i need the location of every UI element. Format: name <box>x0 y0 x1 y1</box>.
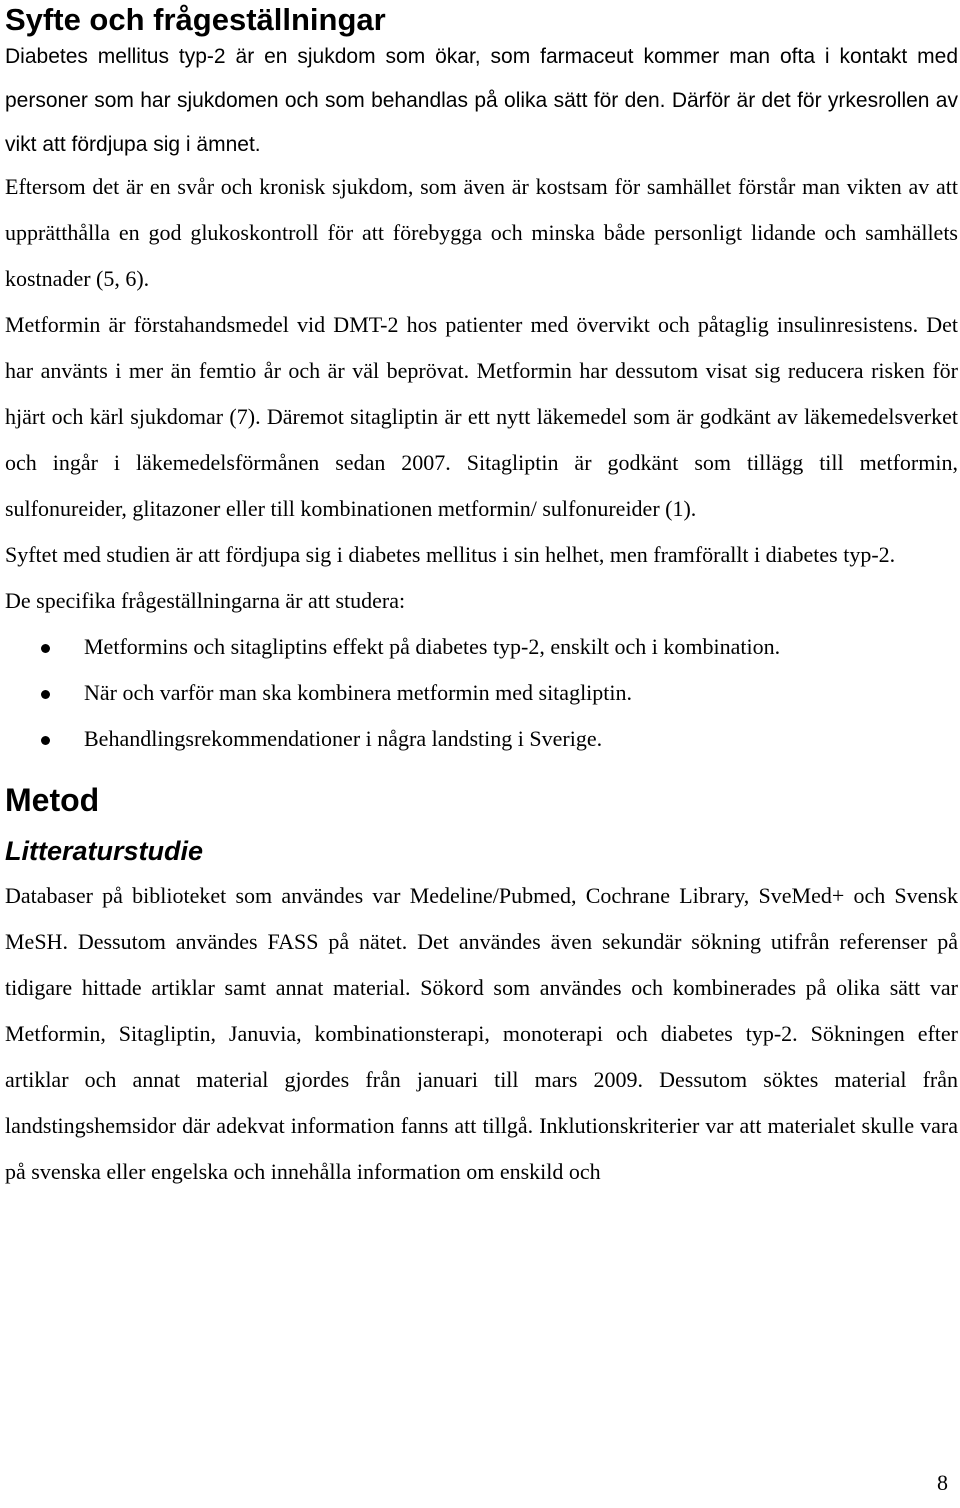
bullet-dot-icon <box>41 736 50 745</box>
list-item-text: När och varför man ska kombinera metformin med sitagliptin. <box>84 680 633 705</box>
list-item-text: Metformins och sitagliptins effekt på diabetes typ-2, enskilt och i kombination. <box>84 634 781 659</box>
section-heading-syfte: Syfte och frågeställningar <box>5 2 386 37</box>
bullet-dot-icon <box>41 690 50 699</box>
bullet-dot-icon <box>41 644 50 653</box>
method-paragraph: Databaser på biblioteket som användes var Medeline/Pubmed, Cochrane Library, SveMed+ och Svensk MeSH. Dessutom användes FASS på nätet. Det användes även sekundär sökning utifrån referenser på tidigare hittade artiklar samt annat material. Sökord som användes och kombinerades på olika sätt var Metformin, Sitagliptin, Januvia, kombinationsterapi, monoterapi och diabetes typ-2. Sökningen efter artiklar och annat material gjordes från januari till mars 2009. Dessutom söktes material från landstingshemsidor där adekvat information fanns att tillgå. Inklutionskriterier var att materialet skulle vara på svenska eller engelska och innehålla information om enskild och <box>5 883 958 1184</box>
list-item-text: Behandlingsrekommendationer i några landsting i Sverige. <box>84 726 603 751</box>
document-page <box>5 0 958 1195</box>
subsection-heading-litteraturstudie: Litteraturstudie <box>5 836 204 866</box>
list-item <box>5 670 958 716</box>
list-item <box>5 716 958 762</box>
page-number: 8 <box>937 1470 948 1495</box>
section-heading-metod: Metod <box>5 782 100 818</box>
intro-paragraph: Diabetes mellitus typ-2 är en sjukdom som ökar, som farmaceut kommer man ofta i kontakt med personer som har sjukdomen och som behandlas på olika sätt för den. Därför är det för yrkesrollen av vikt att fördjupa sig i ämnet. <box>5 45 958 156</box>
body-paragraph-3: Syftet med studien är att fördjupa sig i diabetes mellitus i sin helhet, men framförallt i diabetes typ-2. <box>5 542 896 567</box>
question-list <box>5 624 958 762</box>
body-paragraph-2: Metformin är förstahandsmedel vid DMT-2 hos patienter med övervikt och påtaglig insulinresistens. Det har använts i mer än femtio år och är väl beprövat. Metformin har dessutom visat sig reducera risken för hjärt och kärl sjukdomar (7). Däremot sitagliptin är ett nytt läkemedel som är godkänt av läkemedelsverket och ingår i läkemedelsförmånen sedan 2007. Sitagliptin är godkänt som tillägg till metformin, sulfonureider, glitazoner eller till kombinationen metformin/ sulfonureider (1). <box>5 312 958 521</box>
list-item <box>5 624 958 670</box>
body-paragraph-4: De specifika frågeställningarna är att studera: <box>5 588 406 613</box>
body-paragraph-1: Eftersom det är en svår och kronisk sjukdom, som även är kostsam för samhället förstår man vikten av att upprätthålla en god glukoskontroll för att förebygga och minska både personligt lidande och samhällets kostnader (5, 6). <box>5 174 958 291</box>
